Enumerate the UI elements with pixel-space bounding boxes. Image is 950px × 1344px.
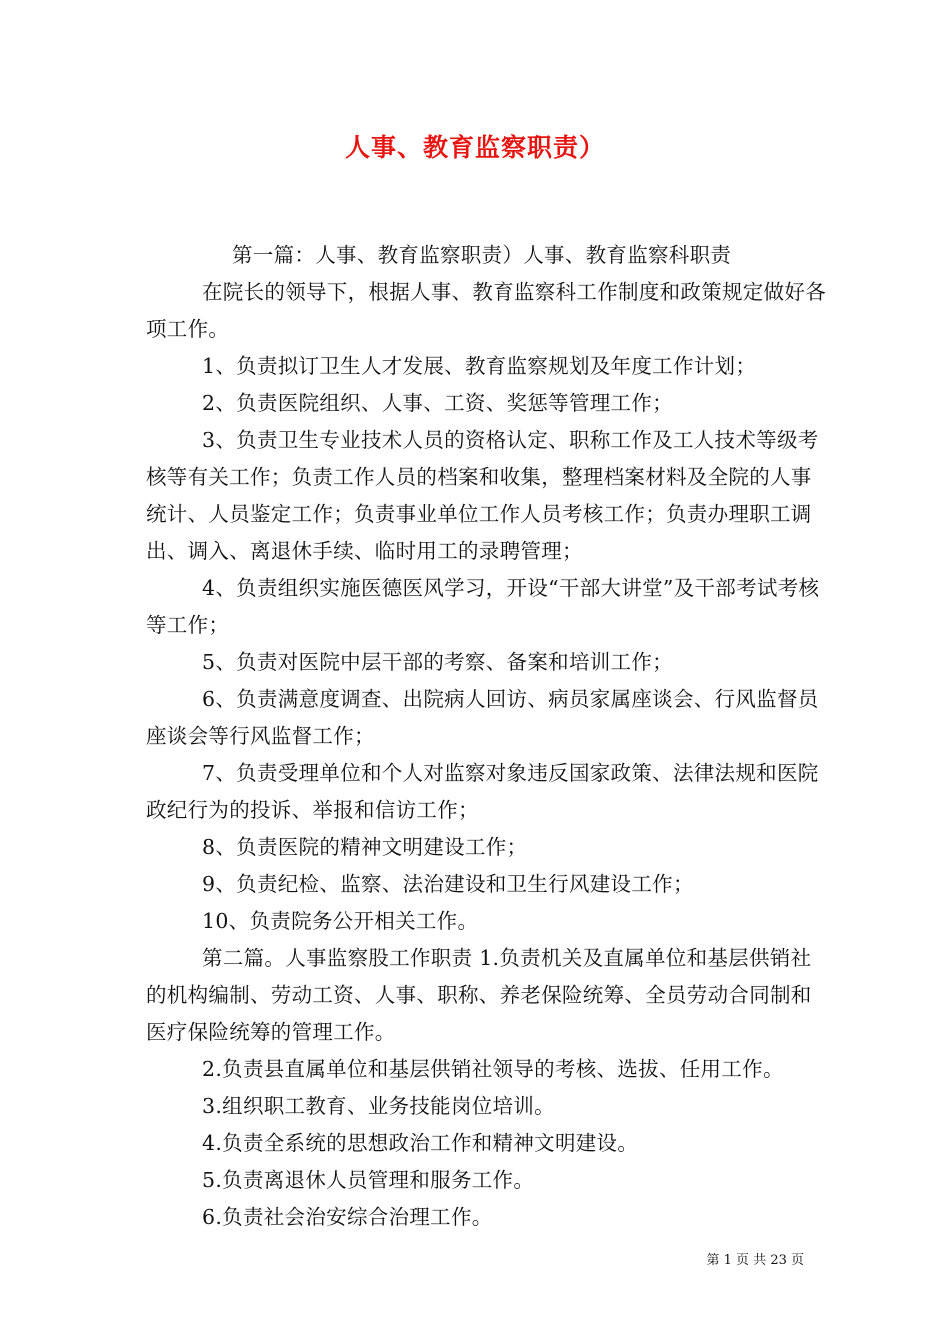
paragraph-item-10: 10、负责院务公开相关工作。 (202, 909, 479, 933)
paragraph-duty-2: 2.负责县直属单位和基层供销社领导的考核、选拔、任用工作。 (202, 1057, 784, 1081)
page-number-footer: 第 1 页 共 23 页 (706, 1253, 804, 1268)
paragraph-duty-6: 6.负责社会治安综合治理工作。 (202, 1205, 493, 1229)
paragraph-heading-1: 第一篇：人事、教育监察职责）人事、教育监察科职责 (232, 243, 732, 267)
paragraph-duty-3: 3.组织职工教育、业务技能岗位培训。 (202, 1094, 555, 1118)
paragraph-item-5: 5、负责对医院中层干部的考察、备案和培训工作； (202, 650, 673, 674)
paragraph-item-9: 9、负责纪检、监察、法治建设和卫生行风建设工作； (202, 872, 694, 896)
paragraph-heading-2: 第二篇。人事监察股工作职责 1.负责机关及直属单位和基层供销社的机构编制、劳动工资、人事、职称、养老保险统筹、全员劳动合同制和医疗保险统筹的管理工作。 (146, 946, 812, 1044)
paragraph-item-4: 4、负责组织实施医德医风学习，开设“干部大讲堂”及干部考试考核等工作； (146, 576, 820, 637)
paragraph-item-3: 3、负责卫生专业技术人员的资格认定、职称工作及工人技术等级考核等有关工作；负责工作人员的档案和收集，整理档案材料及全院的人事统计、人员鉴定工作；负责事业单位工作人员考核工作；负责办理职工调出、调入、离退休手续、临时用工的录聘管理； (146, 428, 819, 563)
paragraph-item-2: 2、负责医院组织、人事、工资、奖惩等管理工作； (202, 391, 673, 415)
paragraph-duty-4: 4.负责全系统的思想政治工作和精神文明建设。 (202, 1131, 639, 1155)
paragraph-item-6: 6、负责满意度调查、出院病人回访、病员家属座谈会、行风监督员座谈会等行风监督工作； (146, 687, 819, 748)
paragraph-duty-5: 5.负责离退休人员管理和服务工作。 (202, 1168, 535, 1192)
paragraph-item-7: 7、负责受理单位和个人对监察对象违反国家政策、法律法规和医院政纪行为的投诉、举报和信访工作； (146, 761, 819, 822)
paragraph-intro: 在院长的领导下，根据人事、教育监察科工作制度和政策规定做好各项工作。 (146, 280, 826, 341)
paragraph-item-8: 8、负责医院的精神文明建设工作； (202, 835, 528, 859)
paragraph-item-1: 1、负责拟订卫生人才发展、教育监察规划及年度工作计划； (202, 354, 757, 378)
page-title: 人事、教育监察职责） (344, 133, 605, 162)
document-body (146, 237, 826, 1236)
